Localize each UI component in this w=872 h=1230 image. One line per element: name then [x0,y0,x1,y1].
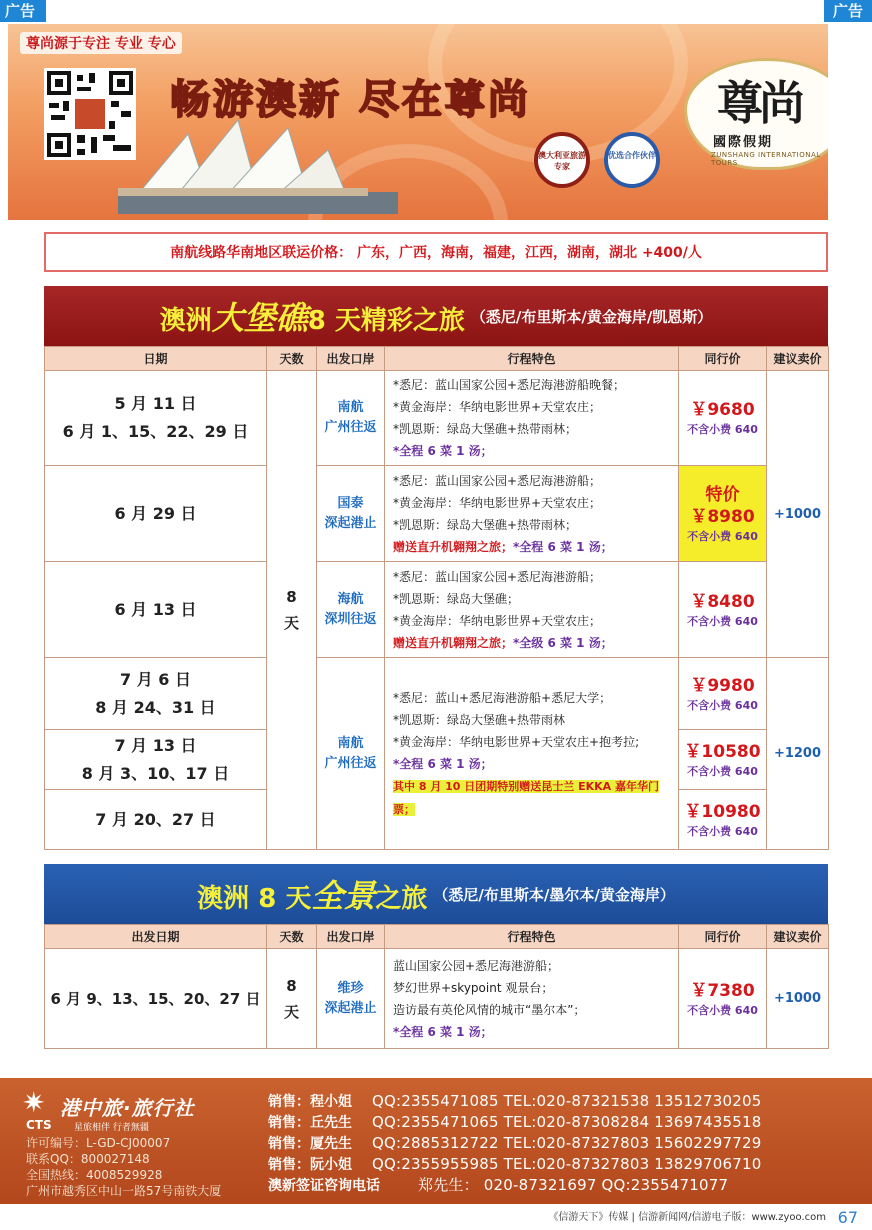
price-cell: ￥9980 不含小费 640 [679,658,767,730]
duration-cell: 8 天 [267,371,317,850]
brand-logo [684,58,828,170]
section-title [44,864,828,924]
column-header: 建议卖价 [767,347,829,371]
contact-footer [0,1078,872,1204]
cts-branding [16,1088,252,1200]
license-number: 许可编号：L-GD-CJ00007 [26,1136,171,1150]
price-cell: ￥8480 不含小费 640 [679,562,767,658]
section-route: （悉尼/布里斯本/黄金海岸/凯恩斯） [470,307,713,326]
page-credit: 《信游天下》传媒 | 信游新闻网/信游电子版：www.zyoo.com [548,1212,826,1223]
cts-star-icon: ✷ [22,1086,46,1119]
table-header-row [45,347,829,371]
suggested-markup: +1000 [767,949,829,1049]
visa-contact-row: 澳新签证咨询电话 郑先生： 020-87321697 QQ:2355471077 [268,1176,729,1194]
column-header: 行程特色 [385,925,679,949]
sales-contact-row: 销售：丘先生 QQ:2355471065 TEL:020-87308284 13697435518 [268,1112,762,1131]
sales-contact-row: 销售：厦先生 QQ:2885312722 TEL:020-87327803 15602297729 [268,1133,762,1152]
table-row [45,466,829,562]
ad-label-right: 广告 [824,0,872,22]
seal-text: 优选合作伙伴 [608,151,656,160]
itinerary-features: 蓝山国家公园+悉尼海港游船； 梦幻世界+skypoint 观景台； 造访最有英伦风情的城市“墨尔本”； *全程 6 菜 1 汤； [385,949,679,1049]
departure-dates: 5 月 11 日 6 月 1、15、22、29 日 [45,371,267,466]
section-title [44,286,828,346]
departure-port: 南航 广州往返 [317,658,385,850]
special-price-cell: 特价 ￥8980 不含小费 640 [679,466,767,562]
departure-dates: 7 月 20、27 日 [45,790,267,850]
column-header: 天数 [267,925,317,949]
table-row [45,658,829,730]
sales-contacts [268,1090,868,1195]
column-header: 出发口岸 [317,347,385,371]
cts-motto: 星旅相伴 行者無疆 [74,1123,149,1133]
cts-english: CTS [26,1118,52,1132]
duration-cell: 8 天 [267,949,317,1049]
departure-dates: 6 月 29 日 [45,466,267,562]
seal-badge [534,132,590,188]
sales-contact-row: 销售：阮小姐 QQ:2355955985 TEL:020-87327803 13829706710 [268,1154,762,1173]
tour-section-panorama [44,864,828,1049]
column-header: 同行价 [679,925,767,949]
departure-port: 维珍 深起港止 [317,949,385,1049]
departure-port: 海航 深圳往返 [317,562,385,658]
column-header: 出发日期 [45,925,267,949]
tour-section-barrier-reef [44,286,828,850]
cts-name: 港中旅·旅行社 [60,1096,195,1120]
table-row [45,562,829,658]
seal-badge [604,132,660,188]
seal-text: 澳大利亚旅游专家 [538,151,586,171]
suggested-markup: +1000 [767,371,829,658]
contact-qq: 联系QQ：800027148 [26,1152,150,1166]
banner [8,24,828,220]
departure-port: 国泰 深起港止 [317,466,385,562]
ad-label-left: 广告 [0,0,46,22]
price-cell: ￥10980 不含小费 640 [679,790,767,850]
table-row [45,371,829,466]
price-cell: ￥7380 不含小费 640 [679,949,767,1049]
price-cell: ￥10580 不含小费 640 [679,730,767,790]
departure-port: 南航 广州往返 [317,371,385,466]
column-header: 同行价 [679,347,767,371]
logo-english: ZUNSHANG INTERNATIONAL TOURS [711,151,821,167]
price-cell: ￥9680 不含小费 640 [679,371,767,466]
page-number: 67 [837,1208,858,1227]
column-header: 日期 [45,347,267,371]
itinerary-table [44,346,829,850]
column-header: 建议卖价 [767,925,829,949]
itinerary-table [44,924,829,1049]
suggested-markup: +1200 [767,658,829,850]
table-row [45,949,829,1049]
departure-dates: 7 月 13 日 8 月 3、10、17 日 [45,730,267,790]
banner-slogan: 尊尚源于专注 专业 专心 [20,32,182,54]
itinerary-features: *悉尼：蓝山+悉尼海港游船+悉尼大学； *凯恩斯：绿岛大堡礁+热带雨林 *黄金海岸：华纳电影世界+天堂农庄+抱考拉; *全程 6 菜 1 汤； 其中 8 月 10 日团期特别赠送昆士兰 EKKA 嘉年华门票； [385,658,679,850]
hotline: 全国热线：4008529928 [26,1168,163,1182]
departure-dates: 6 月 9、13、15、20、27 日 [45,949,267,1049]
table-header-row [45,925,829,949]
section-title-main: 澳洲 8 天全景之旅 [197,877,428,915]
logo-subtitle: 國際假期 [713,135,774,150]
itinerary-features: *悉尼：蓝山国家公园+悉尼海港游船； *黄金海岸：华纳电影世界+天堂农庄； *凯恩斯：绿岛大堡礁+热带雨林； 赠送直升机翱翔之旅；*全程 6 菜 1 汤； [385,466,679,562]
banner-headline: 畅游澳新 尽在尊尚 [170,77,531,123]
section-route: （悉尼/布里斯本/墨尔本/黄金海岸） [433,885,675,904]
departure-dates: 6 月 13 日 [45,562,267,658]
itinerary-features: *悉尼：蓝山国家公园+悉尼海港游船； *凯恩斯：绿岛大堡礁； *黄金海岸：华纳电影世界+天堂农庄； 赠送直升机翱翔之旅；*全级 6 菜 1 汤； [385,562,679,658]
opera-house-icon [118,114,398,214]
sales-contact-row: 销售：程小姐 QQ:2355471085 TEL:020-87321538 13512730205 [268,1091,762,1110]
address: 广州市越秀区中山一路57号南铁大厦 [26,1184,222,1198]
section-title-main: 澳洲大堡礁8 天精彩之旅 [159,299,465,337]
column-header: 行程特色 [385,347,679,371]
column-header: 出发口岸 [317,925,385,949]
price-notice: 南航线路华南地区联运价格： 广东，广西，海南，福建，江西，湖南，湖北 +400/人 [44,232,828,272]
column-header: 天数 [267,347,317,371]
logo-title: 尊尚 [717,76,801,130]
itinerary-features: *悉尼：蓝山国家公园+悉尼海港游船晚餐； *黄金海岸：华纳电影世界+天堂农庄； *凯恩斯：绿岛大堡礁+热带雨林； *全程 6 菜 1 汤； [385,371,679,466]
departure-dates: 7 月 6 日 8 月 24、31 日 [45,658,267,730]
